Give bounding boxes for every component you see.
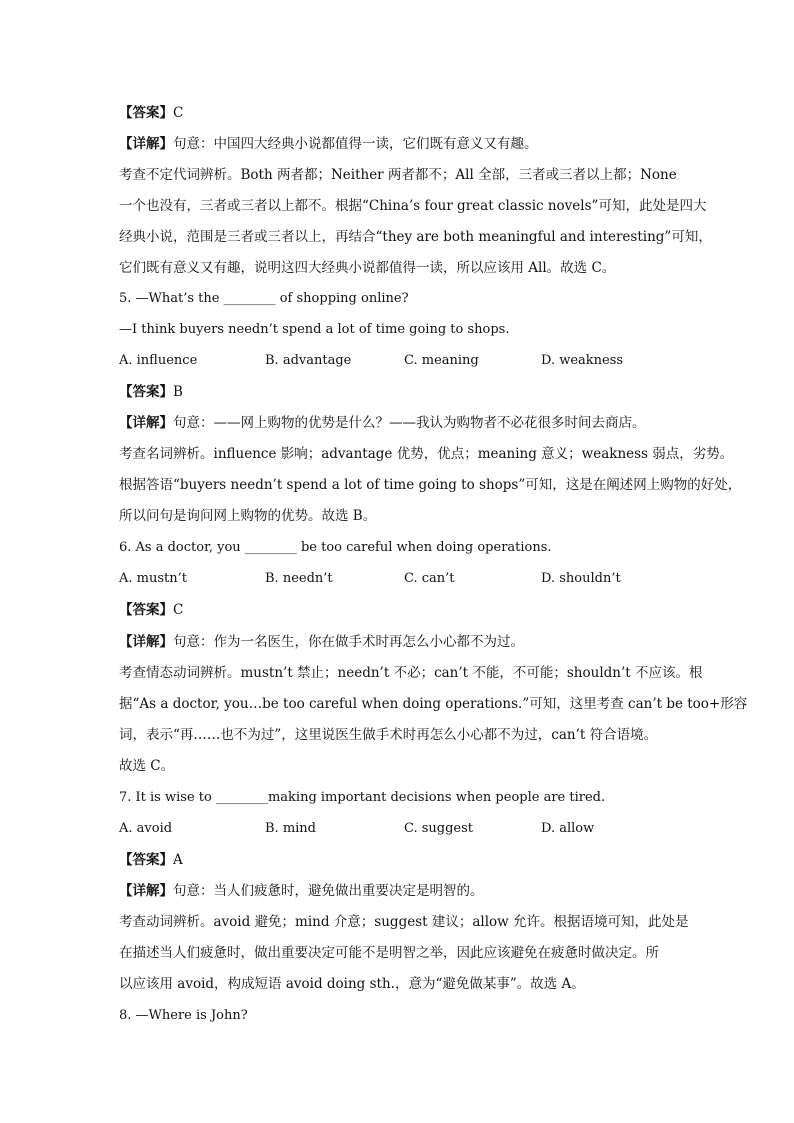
- detail-text: 以应该用 avoid，构成短语 avoid doing sth.，意为“避免做某事”。故选 A。: [119, 976, 585, 992]
- option-b: B. mind: [265, 821, 316, 836]
- option-c: C. suggest: [404, 821, 474, 836]
- detail-label: 【详解】: [119, 883, 173, 899]
- detail-label: 【详解】: [119, 415, 173, 431]
- detail-text: 考查名词辨析。influence 影响；advantage 优势，优点；meaning 意义；weakness 弱点，劣势。: [119, 446, 734, 462]
- answer-label: 【答案】: [119, 602, 173, 618]
- detail-text: 句意：——网上购物的优势是什么？——我认为购物者不必花很多时间去商店。: [173, 415, 646, 431]
- option-a: A. avoid: [119, 821, 173, 836]
- option-a: A. mustn’t: [119, 571, 187, 586]
- question-stem: 5. —What’s the ________ of shopping online?: [119, 291, 409, 306]
- answer-line-q4: [119, 103, 183, 123]
- detail-line-q6: [119, 632, 524, 652]
- question-stem: 6. As a doctor, you ________ be too careful when doing operations.: [119, 540, 552, 555]
- detail-line-q4: [119, 134, 538, 154]
- option-d: D. weakness: [541, 353, 624, 368]
- detail-text: 一个也没有，三者或三者以上都不。根据“China’s four great classic novels”可知，此处是四大: [119, 198, 707, 214]
- question-stem-reply: —I think buyers needn’t spend a lot of time going to shops.: [119, 322, 510, 337]
- answer-line-q6: [119, 600, 183, 620]
- option-b: B. needn’t: [265, 571, 333, 586]
- option-c: C. can’t: [404, 571, 455, 586]
- detail-text: 句意：作为一名医生，你在做手术时再怎么小心都不为过。: [173, 634, 524, 650]
- detail-text: 句意：当人们疲惫时，避免做出重要决定是明智的。: [173, 883, 484, 899]
- option-d: D. shouldn’t: [541, 571, 621, 586]
- option-a: A. influence: [119, 353, 198, 368]
- answer-label: 【答案】: [119, 384, 173, 400]
- detail-text: 考查动词辨析。avoid 避免；mind 介意；suggest 建议；allow 允许。根据语境可知，此处是: [119, 914, 689, 930]
- detail-line-q5: [119, 413, 646, 433]
- answer-line-q5: [119, 382, 183, 402]
- answer-label: 【答案】: [119, 105, 173, 121]
- detail-text: 在描述当人们疲惫时，做出重要决定可能不是明智之举，因此应该避免在疲惫时做决定。所: [119, 945, 659, 961]
- detail-line-q7: [119, 881, 484, 901]
- detail-text: 所以问句是询问网上购物的优势。故选 B。: [119, 508, 377, 524]
- detail-text: 经典小说，范围是三者或三者以上，再结合“they are both meaningful and interesting”可知，: [119, 229, 712, 245]
- answer-value: A: [173, 852, 183, 868]
- answer-value: C: [173, 105, 184, 121]
- answer-line-q7: [119, 850, 183, 870]
- detail-text: 它们既有意义又有趣，说明这四大经典小说都值得一读，所以应该用 All。故选 C。: [119, 260, 616, 276]
- detail-text: 故选 C。: [119, 758, 175, 774]
- answer-label: 【答案】: [119, 852, 173, 868]
- option-d: D. allow: [541, 821, 595, 836]
- detail-text: 据“As a doctor, you…be too careful when doing operations.”可知，这里考查 can’t be too+形容: [119, 696, 748, 712]
- option-b: B. advantage: [265, 353, 352, 368]
- answer-value: C: [173, 602, 184, 618]
- question-stem: 7. It is wise to ________making important decisions when people are tired.: [119, 790, 606, 805]
- detail-text: 考查不定代词辨析。Both 两者都；Neither 两者都不；All 全部，三者或三者以上都；None: [119, 167, 677, 183]
- question-stem: 8. —Where is John?: [119, 1008, 248, 1023]
- option-c: C. meaning: [404, 353, 479, 368]
- answer-value: B: [173, 384, 183, 400]
- detail-text: 词，表示“再……也不为过”，这里说医生做手术时再怎么小心都不为过，can’t 符合语境。: [119, 727, 658, 743]
- detail-label: 【详解】: [119, 634, 173, 650]
- detail-label: 【详解】: [119, 136, 173, 152]
- detail-text: 句意：中国四大经典小说都值得一读，它们既有意义又有趣。: [173, 136, 538, 152]
- detail-text: 考查情态动词辨析。mustn’t 禁止；needn’t 不必；can’t 不能，不可能；shouldn’t 不应该。根: [119, 665, 703, 681]
- detail-text: 根据答语“buyers needn’t spend a lot of time going to shops”可知，这是在阐述网上购物的好处，: [119, 477, 742, 493]
